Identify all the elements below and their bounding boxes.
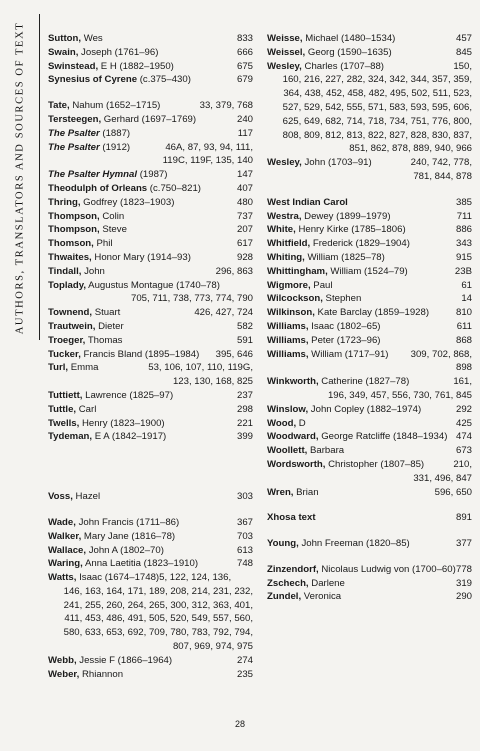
entry-name: Tindall, — [48, 265, 82, 277]
index-entry — [48, 417, 253, 431]
index-entry — [48, 32, 253, 46]
index-entry — [48, 73, 253, 87]
entry-details: Joseph (1761–96) — [78, 46, 159, 58]
entry-pages-continued: 807, 969, 974, 975 — [172, 641, 253, 653]
index-entry — [48, 334, 253, 348]
entry-pages: 474 — [455, 431, 472, 443]
entry-details: Paul — [310, 279, 333, 291]
entry-name: Woodward, — [267, 431, 319, 443]
entry-details: E H (1882–1950) — [98, 60, 174, 72]
entry-details: E A (1842–1917) — [92, 431, 167, 443]
entry-details: John Copley (1882–1974) — [308, 403, 422, 415]
entry-pages: 240, 742, 778, — [410, 157, 472, 169]
entry-pages: 303 — [236, 491, 253, 503]
entry-pages: 367 — [236, 516, 253, 528]
index-entry — [48, 182, 253, 196]
index-entry — [48, 99, 253, 113]
letter-group-gap — [267, 525, 472, 537]
section-title: AUTHORS, TRANSLATORS AND SOURCES OF TEXT — [14, 21, 26, 335]
entry-pages: 395, 646 — [215, 348, 253, 360]
entry-details: Dewey (1899–1979) — [301, 210, 391, 222]
entry-details: Colin — [99, 210, 125, 222]
entry-details: Carl — [76, 403, 97, 415]
entry-details: Catherine (1827–78) — [318, 376, 410, 388]
entry-name: Whitfield, — [267, 238, 311, 250]
index-entry — [267, 348, 472, 376]
entry-details: Brian — [293, 486, 319, 498]
entry-details: William (1825–78) — [304, 251, 385, 263]
entry-pages-continued: 146, 163, 164, 171, 189, 208, 214, 231, 232, — [63, 585, 253, 597]
entry-details: Honor Mary (1914–93) — [91, 251, 191, 263]
index-entry — [48, 223, 253, 237]
entry-name: West Indian Carol — [267, 196, 348, 208]
entry-name: White, — [267, 224, 296, 236]
index-entry — [267, 156, 472, 184]
entry-pages: 810 — [455, 307, 472, 319]
entry-pages: 274 — [236, 654, 253, 666]
entry-details: Thomas — [85, 334, 123, 346]
index-entry — [48, 557, 253, 571]
index-entry — [48, 113, 253, 127]
entry-pages: 210, — [453, 458, 472, 470]
index-entry — [267, 196, 472, 210]
entry-details: Gerhard (1697–1769) — [101, 113, 197, 125]
entry-details: Dieter — [95, 320, 124, 332]
index-entry — [48, 306, 253, 320]
entry-details: Mary Jane (1816–78) — [81, 530, 176, 542]
entry-pages: 319 — [455, 577, 472, 589]
entry-pages: 845 — [455, 46, 472, 58]
entry-pages: 613 — [236, 544, 253, 556]
entry-name: The Psalter — [48, 141, 100, 153]
entry-details: Isaac (1674–1748)5, 122, 124, 136, — [76, 572, 232, 584]
entry-pages: 207 — [236, 224, 253, 236]
index-entry — [48, 490, 253, 504]
index-entry — [48, 389, 253, 403]
entry-pages: 296, 863 — [215, 265, 253, 277]
index-entry — [267, 223, 472, 237]
entry-details: Stephen — [322, 293, 362, 305]
entry-pages-continued: 331, 496, 847 — [413, 472, 472, 484]
index-entry — [267, 210, 472, 224]
entry-details: John A (1802–70) — [86, 544, 164, 556]
entry-name: The Psalter — [48, 127, 100, 139]
entry-details: John Francis (1711–86) — [75, 516, 180, 528]
entry-name: Tate, — [48, 100, 70, 112]
entry-details: Frederick (1829–1904) — [310, 238, 410, 250]
index-entry — [267, 237, 472, 251]
entry-details: Kate Barclay (1859–1928) — [314, 307, 430, 319]
index-entry — [48, 348, 253, 362]
entry-details: D — [296, 417, 306, 429]
entry-pages: 617 — [236, 238, 253, 250]
entry-details: Darlene — [308, 577, 345, 589]
entry-name: Wallace, — [48, 544, 87, 556]
entry-pages: 235 — [236, 668, 253, 680]
entry-pages: 582 — [236, 320, 253, 332]
entry-pages: 679 — [236, 74, 253, 86]
index-entry — [48, 544, 253, 558]
index-column-right — [267, 32, 472, 604]
entry-pages: 309, 702, 868, — [410, 348, 472, 360]
entry-pages-continued: 411, 453, 486, 491, 505, 520, 549, 557, 560, — [64, 613, 253, 625]
index-entry — [267, 563, 472, 577]
entry-name: Sutton, — [48, 33, 82, 44]
entry-name: Wesley, — [267, 157, 302, 169]
entry-name: Westra, — [267, 210, 302, 222]
entry-name: Swain, — [48, 46, 79, 58]
entry-name: Wesley, — [267, 60, 302, 72]
entry-details: Stuart — [92, 307, 121, 319]
entry-name: Zinzendorf, — [267, 563, 319, 575]
entry-details: Henry Kirke (1785–1806) — [295, 224, 406, 236]
page-number: 28 — [234, 719, 245, 729]
index-entry — [267, 486, 472, 500]
index-entry — [267, 375, 472, 403]
entry-name: Webb, — [48, 654, 77, 666]
index-entry — [48, 403, 253, 417]
entry-pages: 399 — [236, 431, 253, 443]
entry-details: Charles (1707–88) — [301, 60, 384, 72]
entry-name: Tersteegen, — [48, 113, 102, 125]
entry-name: Thompson, — [48, 224, 100, 236]
letter-group-gap — [267, 499, 472, 511]
index-entry — [267, 511, 472, 525]
entry-details: John Freeman (1820–85) — [298, 538, 410, 550]
entry-name: Wood, — [267, 417, 297, 429]
entry-pages: 675 — [236, 60, 253, 72]
sidebar — [0, 0, 40, 751]
index-entry — [48, 251, 253, 265]
index-entry — [48, 571, 253, 654]
entry-pages: 673 — [455, 445, 472, 457]
entry-pages: 46A, 87, 93, 94, 111, — [165, 141, 253, 153]
entry-name: Wren, — [267, 486, 294, 498]
entry-pages: 377 — [455, 538, 472, 550]
index-entry — [48, 196, 253, 210]
entry-name: Synesius of Cyrene — [48, 74, 138, 86]
letter-group-gap — [48, 87, 253, 99]
entry-pages: 611 — [456, 320, 472, 332]
entry-name: Wigmore, — [267, 279, 311, 291]
entry-name: Winslow, — [267, 403, 309, 415]
entry-name: Wilcockson, — [267, 293, 323, 305]
entry-pages: 290 — [455, 591, 472, 603]
entry-details: Henry (1823–1900) — [79, 417, 165, 429]
index-entry — [267, 279, 472, 293]
entry-details: John — [81, 265, 105, 277]
entry-name: Turl, — [48, 362, 69, 374]
entry-details: Anna Laetitia (1823–1910) — [82, 558, 199, 570]
entry-details: Steve — [99, 224, 127, 236]
entry-pages: 240 — [236, 113, 253, 125]
entry-pages-continued: 364, 438, 452, 458, 482, 495, 502, 511, 523, — [283, 88, 472, 100]
entry-name: The Psalter Hymnal — [48, 169, 138, 181]
entry-pages: 221 — [236, 417, 253, 429]
entry-pages: 737 — [236, 210, 253, 222]
entry-pages: 33, 379, 768 — [199, 100, 253, 112]
entry-details: Michael (1480–1534) — [302, 33, 396, 44]
entry-name: Walker, — [48, 530, 82, 542]
entry-pages-continued: 196, 349, 457, 556, 730, 761, 845 — [327, 389, 472, 401]
index-entry — [267, 334, 472, 348]
entry-pages-continued: 898 — [455, 362, 472, 374]
entry-pages: 711 — [456, 210, 472, 222]
entry-pages: 748 — [236, 558, 253, 570]
entry-name: Winkworth, — [267, 376, 319, 388]
entry-name: Troeger, — [48, 334, 86, 346]
entry-name: Williams, — [267, 320, 309, 332]
index-entry — [48, 516, 253, 530]
index-entry — [267, 590, 472, 604]
entry-pages-continued: 119C, 119F, 135, 140 — [162, 155, 253, 167]
index-entry — [267, 444, 472, 458]
entry-pages: 886 — [455, 224, 472, 236]
entry-pages-continued: 808, 809, 812, 813, 822, 827, 828, 830, 837, — [282, 129, 472, 141]
entry-pages: 480 — [236, 196, 253, 208]
entry-pages: 457 — [455, 33, 472, 44]
index-entry — [48, 127, 253, 141]
index-entry — [48, 237, 253, 251]
entry-name: Tuttle, — [48, 403, 77, 415]
entry-details: John (1703–91) — [301, 157, 372, 169]
entry-pages: 915 — [455, 251, 472, 263]
index-entry — [48, 265, 253, 279]
entry-details: Phil — [93, 238, 113, 250]
entry-pages: 385 — [455, 196, 472, 208]
entry-details: Godfrey (1823–1903) — [80, 196, 175, 208]
entry-pages-continued: 241, 255, 260, 264, 265, 300, 312, 363, 401, — [63, 599, 253, 611]
entry-details: Hazel — [72, 491, 101, 503]
entry-pages-continued: 160, 216, 227, 282, 324, 342, 344, 357, 359, — [282, 74, 472, 86]
entry-details: (1912) — [99, 141, 131, 153]
index-entry — [267, 417, 472, 431]
entry-pages: 150, — [453, 60, 472, 72]
entry-pages: 778 — [455, 563, 472, 575]
entry-name: Weisse, — [267, 33, 303, 44]
entry-details: Emma — [68, 362, 99, 374]
entry-pages: 833 — [236, 33, 253, 44]
entry-details: Nicolaus Ludwig von (1700–60) — [318, 563, 456, 575]
index-entry — [267, 60, 472, 157]
entry-pages-continued: 625, 649, 682, 714, 718, 734, 751, 776, 800, — [282, 115, 472, 127]
index-entry — [48, 46, 253, 60]
entry-pages: 426, 427, 724 — [194, 307, 253, 319]
entry-pages: 703 — [236, 530, 253, 542]
entry-name: Zschech, — [267, 577, 309, 589]
entry-name: Voss, — [48, 491, 73, 503]
entry-details: (c.750–821) — [147, 182, 202, 194]
letter-group-gap — [48, 444, 253, 490]
entry-name: Wordsworth, — [267, 458, 326, 470]
index-entry — [48, 320, 253, 334]
entry-name: Tuttiett, — [48, 389, 83, 401]
entry-pages-continued: 705, 711, 738, 773, 774, 790 — [131, 293, 253, 305]
entry-details: Augustus Montague (1740–78) — [86, 279, 220, 291]
entry-pages: 596, 650 — [434, 486, 472, 498]
index-entry — [48, 279, 253, 307]
entry-details: Isaac (1802–65) — [308, 320, 381, 332]
entry-name: Swinstead, — [48, 60, 99, 72]
entry-pages: 868 — [455, 334, 472, 346]
index-entry — [267, 32, 472, 46]
entry-name: Waring, — [48, 558, 83, 570]
letter-group-gap — [267, 184, 472, 196]
entry-details: Lawrence (1825–97) — [82, 389, 174, 401]
index-entry — [48, 430, 253, 444]
entry-name: Whittingham, — [267, 265, 328, 277]
entry-pages: 117 — [237, 127, 253, 139]
index-entry — [267, 251, 472, 265]
entry-pages: 147 — [236, 169, 253, 181]
entry-details: (1887) — [99, 127, 131, 139]
entry-pages: 591 — [236, 334, 253, 346]
entry-name: Thwaites, — [48, 251, 92, 263]
entry-name: Thompson, — [48, 210, 100, 222]
sidebar-rule — [39, 14, 40, 340]
entry-pages: 237 — [236, 389, 253, 401]
entry-pages: 298 — [236, 403, 253, 415]
entry-name: Whiting, — [267, 251, 305, 263]
entry-name: Thomson, — [48, 238, 94, 250]
entry-details: Peter (1723–96) — [308, 334, 381, 346]
entry-pages-continued: 527, 529, 542, 555, 571, 583, 593, 595, 606, — [282, 101, 472, 113]
entry-name: Townend, — [48, 307, 93, 319]
entry-details: Christopher (1807–85) — [325, 458, 425, 470]
entry-details: Nahum (1652–1715) — [69, 100, 161, 112]
entry-name: Wilkinson, — [267, 307, 315, 319]
entry-details: William (1717–91) — [308, 348, 389, 360]
entry-details: William (1524–79) — [327, 265, 408, 277]
entry-name: Twells, — [48, 417, 80, 429]
index-entry — [48, 141, 253, 169]
entry-name: Thring, — [48, 196, 81, 208]
entry-name: Tydeman, — [48, 431, 93, 443]
letter-group-gap — [48, 504, 253, 516]
entry-pages-continued: 123, 130, 168, 825 — [172, 376, 253, 388]
entry-name: Williams, — [267, 334, 309, 346]
entry-pages: 407 — [236, 182, 253, 194]
index-entry — [48, 668, 253, 682]
index-entry — [48, 60, 253, 74]
entry-name: Toplady, — [48, 279, 87, 291]
entry-pages: 14 — [461, 293, 472, 305]
entry-details: Veronica — [301, 591, 342, 603]
entry-pages: 425 — [455, 417, 472, 429]
entry-name: Theodulph of Orleans — [48, 182, 148, 194]
entry-name: Williams, — [267, 348, 309, 360]
entry-name: Young, — [267, 538, 299, 550]
entry-name: Watts, — [48, 572, 77, 584]
index-entry — [48, 530, 253, 544]
entry-details: Barbara — [307, 445, 345, 457]
entry-pages: 23B — [454, 265, 472, 277]
entry-details: Jessie F (1866–1964) — [76, 654, 173, 666]
entry-pages-continued: 781, 844, 878 — [413, 170, 472, 182]
index-entry — [48, 210, 253, 224]
index-entry — [267, 292, 472, 306]
entry-pages: 161, — [453, 376, 472, 388]
entry-pages: 891 — [455, 512, 472, 524]
entry-details: (c.375–430) — [137, 74, 191, 86]
entry-details: Wes — [81, 33, 103, 44]
entry-details: George Ratcliffe (1848–1934) — [318, 431, 448, 443]
index-entry — [267, 458, 472, 486]
entry-details: Rhiannon — [79, 668, 124, 680]
index-entry — [267, 537, 472, 551]
index-entry — [267, 46, 472, 60]
entry-pages: 61 — [461, 279, 472, 291]
entry-name: Weissel, — [267, 46, 306, 58]
entry-pages: 53, 106, 107, 110, 119G, — [148, 362, 253, 374]
index-entry — [267, 265, 472, 279]
entry-name: Tucker, — [48, 348, 81, 360]
index-entry — [267, 320, 472, 334]
index-entry — [48, 168, 253, 182]
entry-name: Xhosa text — [267, 512, 316, 524]
index-entry — [267, 306, 472, 320]
entry-pages: 343 — [455, 238, 472, 250]
index-entry — [48, 361, 253, 389]
entry-pages: 928 — [236, 251, 253, 263]
entry-name: Woollett, — [267, 445, 308, 457]
index-entry — [267, 430, 472, 444]
entry-pages: 292 — [455, 403, 472, 415]
entry-name: Trautwein, — [48, 320, 96, 332]
entry-details: Georg (1590–1635) — [305, 46, 392, 58]
index-entry — [267, 577, 472, 591]
letter-group-gap — [267, 551, 472, 563]
entry-details: Francis Bland (1895–1984) — [80, 348, 200, 360]
entry-pages-continued: 851, 862, 878, 889, 940, 966 — [349, 143, 472, 155]
entry-details: (1987) — [137, 169, 168, 181]
index-column-left — [48, 32, 253, 681]
entry-pages: 666 — [236, 46, 253, 58]
index-entry — [267, 403, 472, 417]
entry-name: Wade, — [48, 516, 76, 528]
index-entry — [48, 654, 253, 668]
entry-name: Weber, — [48, 668, 80, 680]
entry-pages-continued: 580, 633, 653, 692, 709, 780, 783, 792, 794, — [63, 627, 253, 639]
entry-name: Zundel, — [267, 591, 302, 603]
